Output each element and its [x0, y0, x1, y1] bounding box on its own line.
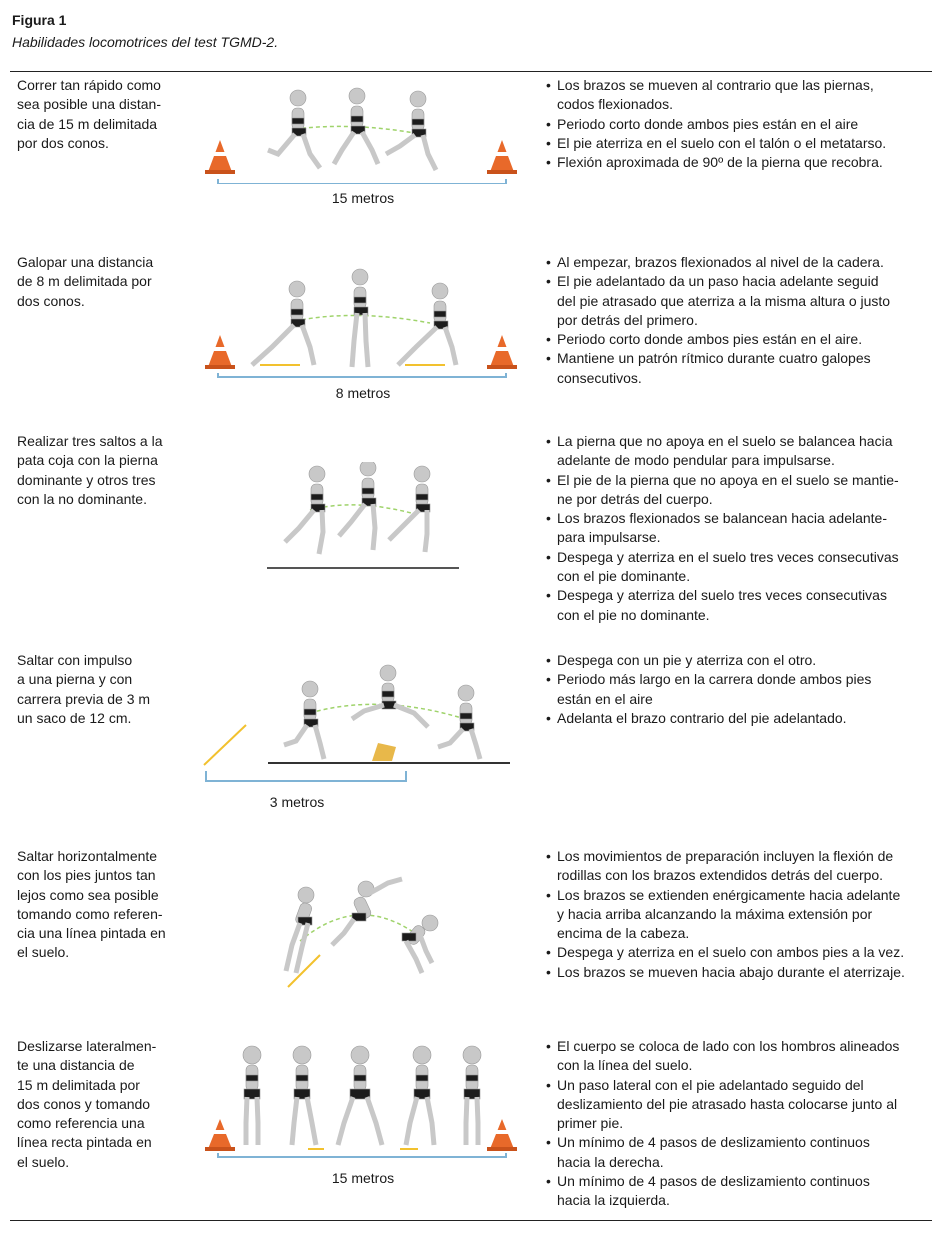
criterion: • El pie adelantado da un paso hacia adelante seguid del pie atrasado que aterriza a la misma altura o justo por detrás del primero. [546, 273, 891, 328]
criterion: • Los brazos se extienden enérgicamente hacia adelante y hacia arriba alcanzando la máxima extensión por encima de la cabeza. [546, 886, 901, 942]
criterion-text: Despega y aterriza en el suelo tres veces consecutivas con el pie dominante. [557, 548, 899, 585]
cone-left-icon [205, 1119, 235, 1151]
table-bottom-rule [10, 1220, 932, 1221]
run-illustration [200, 84, 520, 184]
distance-label: 8 metros [335, 385, 391, 401]
criteria-list [546, 651, 938, 728]
criterion-text: La pierna que no apoya en el suelo se balancea hacia adelante de modo pendular para impulsarse. [557, 433, 893, 469]
table-top-rule [10, 71, 932, 72]
criterion-text: Flexión aproximada de 90º de la pierna que recobra. [557, 154, 883, 171]
criterion-text: Un mínimo de 4 pasos de deslizamiento continuos hacia la derecha. [557, 1134, 870, 1170]
criterion-text: Periodo más largo en la carrera donde ambos pies están en el aire [557, 671, 872, 707]
criterion: • Al empezar, brazos flexionados al nivel de la cadera. [546, 254, 884, 270]
criteria-list [546, 432, 938, 625]
criterion-text: Los movimientos de preparación incluyen la flexión de rodillas con los brazos extendidos detrás del cuerpo. [557, 848, 894, 884]
criterion-text: Los brazos se mueven hacia abajo durante el aterrizaje. [557, 963, 905, 980]
jump-illustration [270, 871, 450, 991]
criterion: • Despega y aterriza del suelo tres veces consecutivas con el pie no dominante. [546, 587, 887, 623]
figure-label: Figura 1 [12, 12, 67, 28]
leap-illustration [200, 663, 520, 783]
hopper-figure-icon [285, 462, 430, 554]
criterion-text: Adelanta el brazo contrario del pie adelantado. [557, 709, 847, 726]
criterion-text: Los brazos flexionados se balancean hacia adelante- para impulsarse. [557, 510, 888, 546]
criterion-text: Los brazos se mueven al contrario que las piernas, codos flexionados. [557, 77, 874, 113]
criteria-list [546, 1037, 938, 1211]
criterion-text: Un paso lateral con el pie adelantado seguido del deslizamiento del pie atrasado hasta colocarse junto al primer pie. [557, 1076, 898, 1132]
distance-label: 15 metros [331, 190, 395, 206]
slide-illustration [200, 1041, 520, 1161]
skill-description: Deslizarse lateralmen- te una distancia de 15 m delimitada por dos conos y tomando como referencia una línea recta pintada en el suelo. [17, 1038, 157, 1170]
hop-illustration [265, 462, 465, 572]
criterion: • El pie de la pierna que no apoya en el suelo se mantie- ne por detrás del cuerpo. [546, 471, 899, 507]
distance-label: 15 metros [331, 1170, 395, 1186]
criterion: • Un mínimo de 4 pasos de deslizamiento continuos hacia la derecha. [546, 1134, 870, 1170]
criterion: • Despega y aterriza en el suelo tres veces consecutivas con el pie dominante. [546, 548, 899, 585]
criterion: • Un mínimo de 4 pasos de deslizamiento continuos hacia la izquierda. [546, 1173, 870, 1209]
criterion: • Adelanta el brazo contrario del pie adelantado. [546, 709, 847, 726]
criterion: • Flexión aproximada de 90º de la pierna que recobra. [546, 154, 883, 171]
criterion-text: Un mínimo de 4 pasos de deslizamiento continuos hacia la izquierda. [557, 1173, 870, 1209]
criterion: • Despega y aterriza en el suelo con ambos pies a la vez. [546, 944, 905, 961]
skill-description: Realizar tres saltos a la pata coja con la pierna dominante y otros tres con la no dominante. [17, 433, 163, 507]
cone-left-icon [205, 140, 235, 174]
criteria-list [546, 253, 938, 388]
criterion: • El pie aterriza en el suelo con el talón o el metatarso. [546, 134, 887, 151]
criterion: • Los brazos flexionados se balancean hacia adelante- para impulsarse. [546, 510, 888, 546]
criterion: • Un paso lateral con el pie adelantado seguido del deslizamiento del pie atrasado hasta colocarse junto al primer pie. [546, 1076, 898, 1132]
criterion-text: Periodo corto donde ambos pies están en el aire [557, 115, 859, 132]
criterion-text: Mantiene un patrón rítmico durante cuatro galopes consecutivos. [557, 350, 871, 386]
criterion-text: Despega con un pie y aterriza con el otro. [557, 652, 817, 668]
skill-description: Saltar horizontalmente con los pies juntos tan lejos como sea posible tomando como referen- cia una línea pintada en el suelo. [17, 848, 166, 961]
criterion: • La pierna que no apoya en el suelo se balancea hacia adelante de modo pendular para impulsarse. [546, 433, 893, 469]
cone-left-icon [205, 335, 235, 369]
criterion: • Despega con un pie y aterriza con el otro. [546, 652, 817, 668]
criterion-text: Al empezar, brazos flexionados al nivel de la cadera. [557, 254, 884, 270]
criterion-text: Despega y aterriza en el suelo con ambos pies a la vez. [557, 944, 905, 961]
criterion-text: Los brazos se extienden enérgicamente hacia adelante y hacia arriba alcanzando la máxima extensión por encima de la cabeza. [557, 886, 901, 942]
criteria-list [546, 76, 938, 172]
criterion-text: El pie de la pierna que no apoya en el suelo se mantie- ne por detrás del cuerpo. [557, 471, 899, 507]
criterion-text: El cuerpo se coloca de lado con los hombros alineados con la línea del suelo. [557, 1038, 900, 1074]
gallop-illustration [200, 261, 520, 379]
criterion: • Los brazos se mueven hacia abajo durante el aterrizaje. [546, 963, 905, 980]
figure-caption: Habilidades locomotrices del test TGMD-2. [12, 34, 279, 50]
criterion: • Periodo corto donde ambos pies están en el aire [546, 115, 859, 132]
runner-figure-icon [268, 88, 436, 170]
jumper-figure-icon [286, 879, 438, 973]
skill-description: Correr tan rápido como sea posible una distan- cia de 15 m delimitada por dos conos. [17, 77, 161, 151]
skill-description: Saltar con impulso a una pierna y con carrera previa de 3 m un saco de 12 cm. [17, 652, 151, 726]
distance-label: 3 metros [269, 794, 325, 810]
criteria-list [546, 847, 938, 982]
cone-right-icon [487, 140, 517, 174]
cone-right-icon [487, 1119, 517, 1151]
criterion: • Periodo corto donde ambos pies están en el aire. [546, 331, 863, 348]
criterion-text: El pie aterriza en el suelo con el talón o el metatarso. [557, 134, 887, 151]
skill-description: Galopar una distancia de 8 m delimitada por dos conos. [17, 254, 154, 309]
criterion: • Periodo más largo en la carrera donde ambos pies están en el aire [546, 671, 872, 707]
criterion: • El cuerpo se coloca de lado con los hombros alineados con la línea del suelo. [546, 1038, 900, 1074]
criterion-text: El pie adelantado da un paso hacia adelante seguid del pie atrasado que aterriza a la misma altura o justo por detrás del primero. [557, 273, 891, 328]
criterion: • Los brazos se mueven al contrario que las piernas, codos flexionados. [546, 77, 874, 113]
criterion: • Mantiene un patrón rítmico durante cuatro galopes consecutivos. [546, 350, 871, 386]
slider-figure-icon [243, 1046, 481, 1145]
cone-right-icon [487, 335, 517, 369]
criterion-text: Periodo corto donde ambos pies están en el aire. [557, 331, 863, 348]
criterion-text: Despega y aterriza del suelo tres veces consecutivas con el pie no dominante. [557, 587, 887, 623]
criterion: • Los movimientos de preparación incluyen la flexión de rodillas con los brazos extendidos detrás del cuerpo. [546, 848, 894, 884]
galloper-figure-icon [252, 269, 456, 367]
